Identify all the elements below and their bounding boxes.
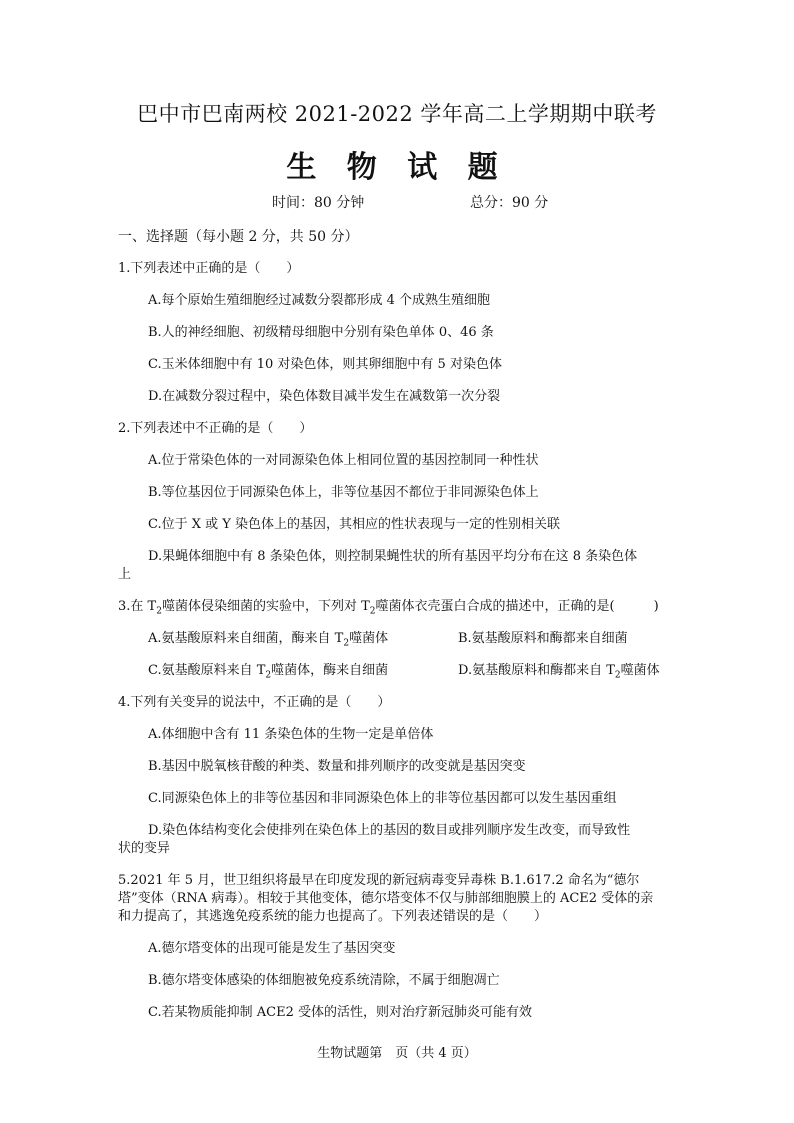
q1-option-c: C.玉米体细胞中有 10 对染色体，则其卵细胞中有 5 对染色体 (148, 357, 502, 372)
q3-option-a: A.氨基酸原料来自细菌，酶来自 $T_2$噬菌体 (148, 631, 389, 649)
q4-option-a: A.体细胞中含有 11 条染色体的生物一定是单倍体 (148, 727, 434, 742)
q2-option-d: D.果蝇体细胞中有 8 条染色体，则控制果蝇性状的所有基因平均分布在这 8 条染色体 (148, 549, 638, 564)
q5-stem-line-1: 5.2021 年 5 月，世卫组织将最早在印度发现的新冠病毒变异毒株 B.1.617.2 命名为“德尔 (118, 873, 640, 888)
q2-stem: 2.下列表述中不正确的是（ ） (118, 421, 313, 436)
q3-option-b: B.氨基酸原料和酶都来自细菌 (458, 631, 628, 646)
q1-option-a: A.每个原始生殖细胞经过减数分裂都形成 4 个成熟生殖细胞 (148, 293, 491, 308)
exam-title: 巴中市巴南两校 2021-2022 学年高二上学期期中联考 (137, 102, 657, 126)
q4-option-d: D.染色体结构变化会使排列在染色体上的基因的数目或排列顺序发生改变，而导致性 (148, 823, 631, 838)
q3-stem: 3.在 $T_2$噬菌体侵染细菌的实验中，下列对 $T_2$噬菌体衣壳蛋白合成的描述中，正确的是( ) (118, 599, 659, 617)
subject-title: 生 物 试 题 (286, 150, 508, 185)
q4-stem: 4.下列有关变异的说法中，不正确的是（ ） (118, 695, 391, 710)
page-footer: 生物试题第 页（共 4 页） (317, 1046, 477, 1061)
q4-option-b: B.基因中脱氧核苷酸的种类、数量和排列顺序的改变就是基因突变 (148, 759, 526, 774)
q3-option-c: C.氨基酸原料来自 $T_2$噬菌体，酶来自细菌 (148, 663, 389, 681)
q1-option-b: B.人的神经细胞、初级精母细胞中分别有染色单体 0、46 条 (148, 325, 494, 340)
q4-option-c: C.同源染色体上的非等位基因和非同源染色体上的非等位基因都可以发生基因重组 (148, 791, 617, 806)
q5-stem-line-3: 和力提高了，其逃逸免疫系统的能力也提高了。下列表述错误的是（ ） (118, 909, 548, 924)
q3-option-d: D.氨基酸原料和酶都来自 $T_2$噬菌体 (458, 663, 660, 681)
exam-total-score: 总分：90 分 (470, 195, 549, 211)
q5-stem-line-2: 塔”变体（RNA 病毒）。相较于其他变体，德尔塔变体不仅与肺部细胞膜上的 ACE2 受体的亲 (118, 891, 654, 906)
q5-option-a: A.德尔塔变体的出现可能是发生了基因突变 (148, 941, 396, 956)
q2-option-c: C.位于 X 或 Y 染色体上的基因，其相应的性状表现与一定的性别相关联 (148, 517, 560, 532)
q1-option-d: D.在减数分裂过程中，染色体数目减半发生在减数第一次分裂 (148, 389, 501, 404)
q2-option-d-cont: 上 (118, 567, 132, 582)
q5-option-c: C.若某物质能抑制 ACE2 受体的活性，则对治疗新冠肺炎可能有效 (148, 1005, 532, 1020)
q1-stem: 1.下列表述中正确的是（ ） (118, 261, 300, 276)
q2-option-a: A.位于常染色体的一对同源染色体上相同位置的基因控制同一种性状 (148, 453, 539, 468)
section-heading: 一、选择题（每小题 2 分，共 50 分） (118, 229, 359, 245)
q2-option-b: B.等位基因位于同源染色体上，非等位基因不都位于非同源染色体上 (148, 485, 539, 500)
q4-option-d-cont: 状的变异 (118, 841, 171, 856)
exam-time: 时间：80 分钟 (272, 195, 365, 211)
q5-option-b: B.德尔塔变体感染的体细胞被免疫系统清除，不属于细胞凋亡 (148, 973, 500, 988)
